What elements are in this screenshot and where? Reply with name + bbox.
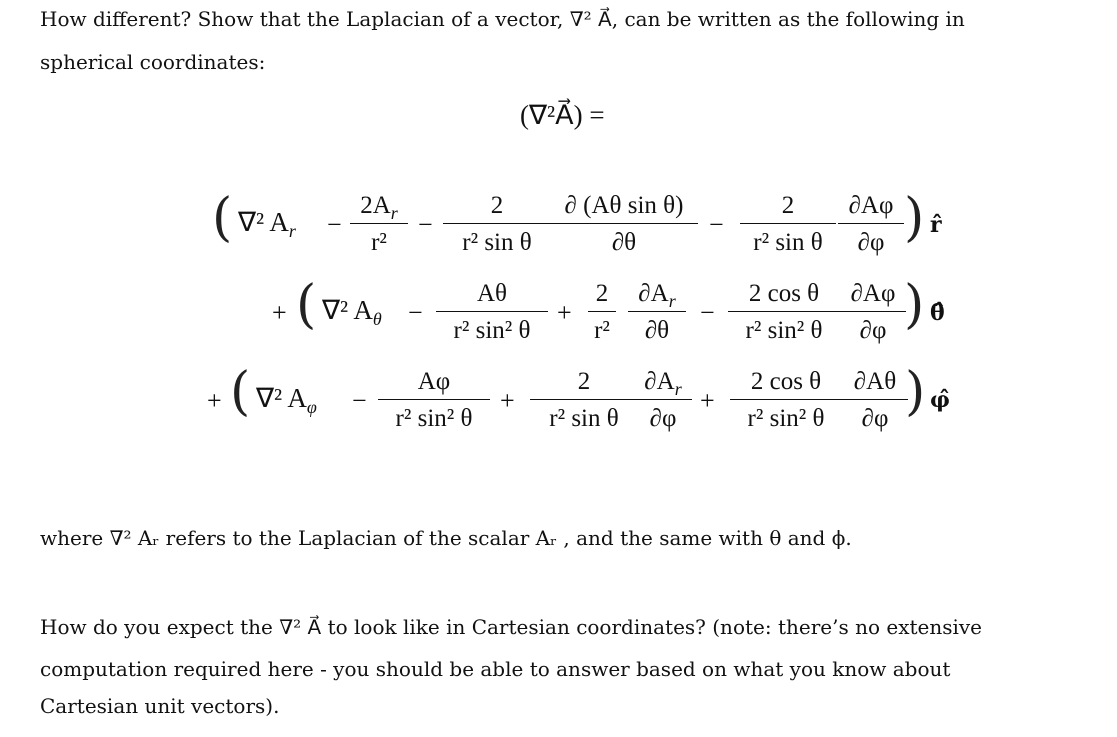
question-line-2: computation required here - you should be able to answer based on what you know about <box>40 657 951 681</box>
question-line-3: Cartesian unit vectors). <box>40 694 280 718</box>
close-paren-theta: ) <box>904 275 925 335</box>
row-phi-lead: ∇² $A_\varphi$ <box>256 383 317 417</box>
intro-line-1: How different? Show that the Laplacian of a vector, ∇² A⃗, can be written as the following in <box>40 7 965 31</box>
fraction-r-4: 2 r² sin θ <box>740 193 836 255</box>
open-paren-r: ( <box>212 188 233 248</box>
fraction-r-1: $2A_r$ r² <box>350 193 408 255</box>
question-line-1: How do you expect the ∇² A⃗ to look like in Cartesian coordinates? (note: there’s no extensive <box>40 615 983 639</box>
fraction-r-3: ∂ (Aθ sin θ) ∂θ <box>550 193 698 255</box>
where-text: where ∇² Aᵣ refers to the Laplacian of the scalar Aᵣ , and the same with θ and ϕ. <box>40 526 852 550</box>
fraction-phi-3: $\partial A_r$ ∂φ <box>634 369 692 431</box>
minus-sign: − <box>418 210 433 239</box>
fraction-theta-3: $\partial A_r$ ∂θ <box>628 281 686 343</box>
fraction-phi-2: 2 r² sin θ <box>530 369 638 431</box>
close-paren-phi: ) <box>905 362 926 422</box>
fraction-theta-4: 2 cos θ r² sin² θ <box>728 281 840 343</box>
fraction-phi-4: 2 cos θ r² sin² θ <box>730 369 842 431</box>
plus-sign: + <box>207 386 222 415</box>
close-paren-r: ) <box>904 188 925 248</box>
minus-sign: − <box>327 210 342 239</box>
row-theta-lead: ∇² $A_\theta$ <box>322 295 382 329</box>
intro-line-2: spherical coordinates: <box>40 50 266 74</box>
fraction-r-5: ∂Aφ ∂φ <box>838 193 904 255</box>
fraction-theta-5: ∂Aφ ∂φ <box>840 281 906 343</box>
minus-sign: − <box>408 298 423 327</box>
equation-lhs: (∇²A⃗) = <box>520 100 605 130</box>
plus-sign: + <box>272 298 287 327</box>
minus-sign: − <box>700 298 715 327</box>
fraction-r-2: 2 r² sin θ <box>443 193 551 255</box>
unit-vector-r-icon: r̂ <box>930 212 942 238</box>
row-r-lead: ∇² $A_r$ <box>238 207 296 241</box>
plus-sign: + <box>700 386 715 415</box>
fraction-theta-2: 2 r² <box>588 281 616 343</box>
open-paren-phi: ( <box>230 362 251 422</box>
unit-vector-phi-icon: φ̂ <box>930 387 950 413</box>
unit-vector-theta-icon: θ̂ <box>930 300 945 326</box>
fraction-phi-5: ∂Aθ ∂φ <box>842 369 908 431</box>
open-paren-theta: ( <box>296 275 317 335</box>
minus-sign: − <box>709 210 724 239</box>
fraction-phi-1: Aφ r² sin² θ <box>378 369 490 431</box>
plus-sign: + <box>500 386 515 415</box>
plus-sign: + <box>557 298 572 327</box>
minus-sign: − <box>352 386 367 415</box>
fraction-theta-1: Aθ r² sin² θ <box>436 281 548 343</box>
